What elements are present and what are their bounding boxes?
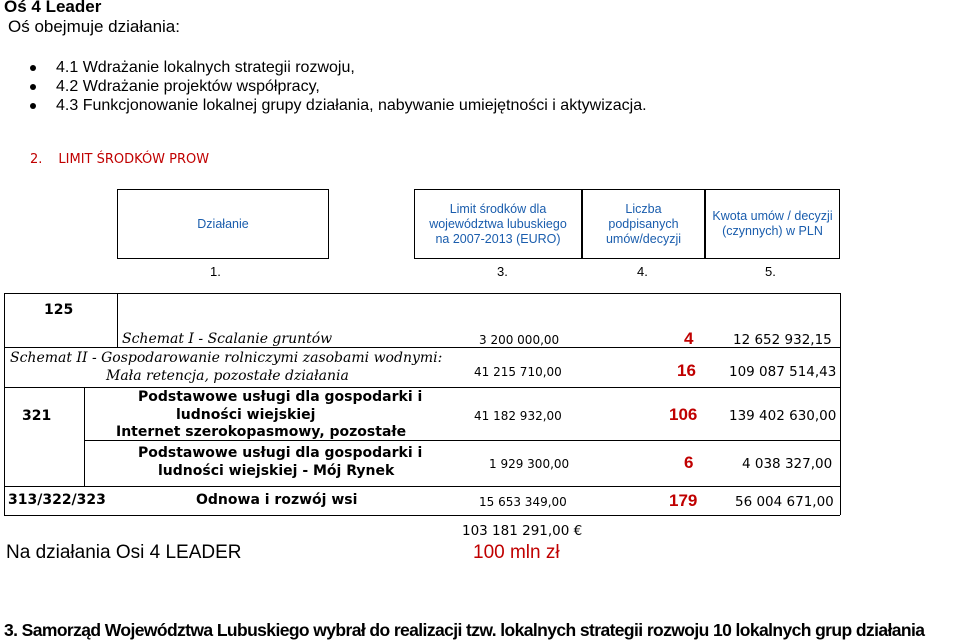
row-name: Podstawowe usługi dla gospodarki i <box>138 445 423 461</box>
table-border <box>84 387 85 486</box>
header-count: Liczba podpisanych umów/decyzji <box>582 189 705 259</box>
total-pln: 100 mln zł <box>473 542 560 563</box>
row-limit: 3 200 000,00 <box>479 333 560 347</box>
table-border <box>4 347 840 348</box>
total-eur: 103 181 291,00 € <box>462 523 583 539</box>
row-amount: 109 087 514,43 <box>729 364 837 380</box>
row-amount: 4 038 327,00 <box>742 456 833 472</box>
header-limit: Limit środków dla województwa lubuskiego na 2007-2013 (EURO) <box>414 189 582 259</box>
table-border <box>4 293 840 294</box>
header-dzialanie: Działanie <box>117 189 329 259</box>
section-title: LIMIT ŚRODKÓW PROW <box>58 152 210 167</box>
row-limit: 41 182 932,00 <box>474 409 562 423</box>
section-number: 2. <box>30 152 43 167</box>
row-limit: 1 929 300,00 <box>489 457 570 471</box>
row-name: Podstawowe usługi dla gospodarki i <box>138 389 423 405</box>
list-item: 4.1 Wdrażanie lokalnych strategii rozwoju, <box>30 58 647 77</box>
page-subtitle: Oś obejmuje działania: <box>8 17 180 36</box>
row-amount: 12 652 932,15 <box>733 332 832 348</box>
row-limit: 41 215 710,00 <box>474 365 562 379</box>
row-count: 6 <box>684 453 694 472</box>
row-count: 179 <box>669 491 698 510</box>
section-3-text: 3. Samorząd Województwa Lubuskiego wybrał do realizacji tzw. lokalnych strategii rozwoju 10 lokalnych grup działania <box>4 620 925 640</box>
column-number: 5. <box>765 264 776 279</box>
bullet-icon <box>30 103 36 109</box>
bullet-icon <box>30 84 36 90</box>
table-border <box>4 293 5 515</box>
column-number: 3. <box>497 264 508 279</box>
row-name: Odnowa i rozwój wsi <box>196 492 358 508</box>
row-name: Schemat I - Scalanie gruntów <box>122 331 333 347</box>
table-border <box>840 293 841 515</box>
row-name: Schemat II - Gospodarowanie rolniczymi zasobami wodnymi: <box>10 350 443 366</box>
row-count: 106 <box>669 405 698 424</box>
row-name: Internet szerokopasmowy, pozostałe <box>116 424 407 440</box>
row-count: 16 <box>677 361 696 380</box>
list-item: 4.3 Funkcjonowanie lokalnej grupy działania, nabywanie umiejętności i aktywizacja. <box>30 96 647 115</box>
row-name: Mała retencja, pozostałe działania <box>106 368 349 384</box>
row-name: ludności wiejskiej <box>176 407 316 423</box>
list-item: 4.2 Wdrażanie projektów współpracy, <box>30 77 647 96</box>
row-amount: 139 402 630,00 <box>729 408 837 424</box>
row-code: 125 <box>44 302 74 318</box>
column-number: 4. <box>637 264 648 279</box>
table-border <box>117 293 118 348</box>
table-border <box>84 440 840 441</box>
row-code: 313/322/323 <box>8 492 106 508</box>
bullet-icon <box>30 65 36 71</box>
row-code: 321 <box>22 408 52 424</box>
actions-list <box>30 58 647 115</box>
row-count: 4 <box>684 329 694 348</box>
header-amount: Kwota umów / decyzji (czynnych) w PLN <box>705 189 840 259</box>
row-amount: 56 004 671,00 <box>735 494 834 510</box>
table-border <box>4 486 840 487</box>
section-2-heading <box>30 152 209 167</box>
column-number: 1. <box>210 264 221 279</box>
row-limit: 15 653 349,00 <box>479 495 567 509</box>
page-title: Oś 4 Leader <box>4 0 102 16</box>
total-label: Na działania Osi 4 LEADER <box>6 542 242 563</box>
row-name: ludności wiejskiej - Mój Rynek <box>158 463 395 479</box>
table-border <box>4 387 840 388</box>
table-border <box>4 515 840 516</box>
